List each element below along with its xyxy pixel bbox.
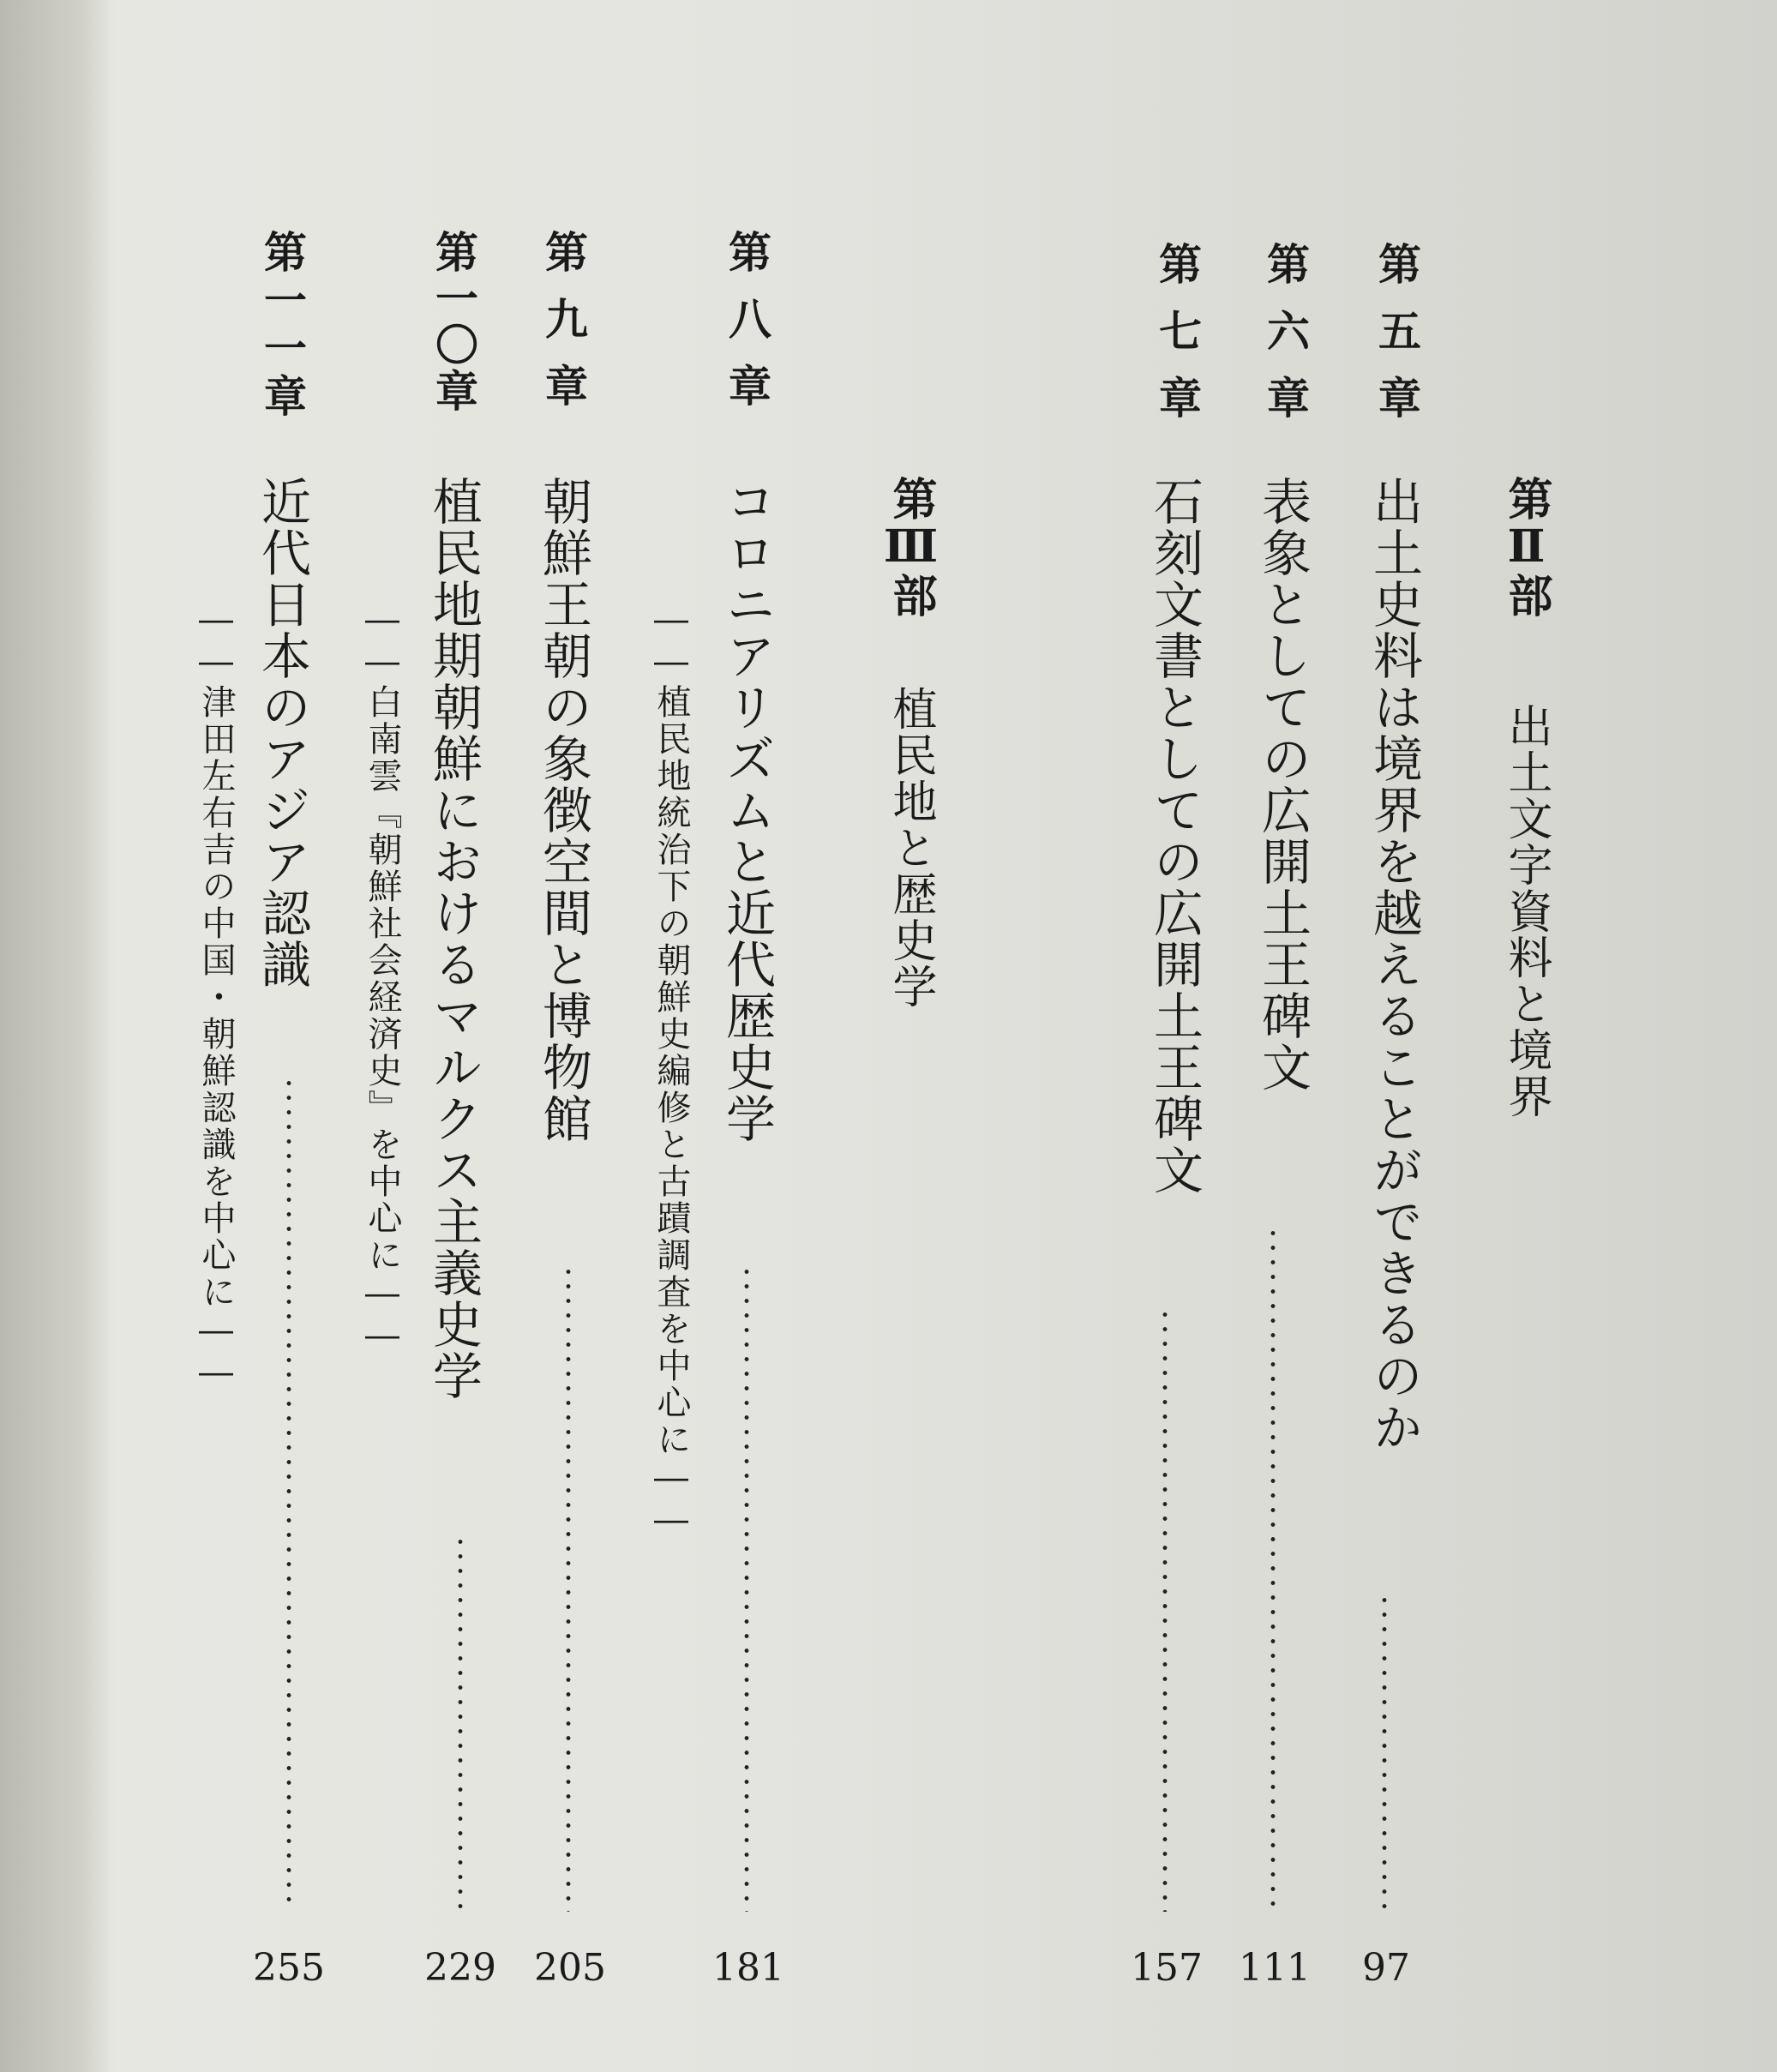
chapter-8-leader [744, 1264, 749, 1912]
chapter-10-leader [458, 1534, 463, 1912]
part-3-title: 植民地と歴史学 [885, 686, 936, 1010]
chapter-9-number: 第九章 [538, 230, 589, 430]
chapter-9-page: 205 [534, 1946, 606, 1990]
part-2-label: 第Ⅱ部 [1500, 476, 1552, 617]
chapter-6-number: 第六章 [1260, 242, 1311, 442]
chapter-11-page: 255 [253, 1946, 325, 1990]
chapter-11-subtitle: ――津田左右吉の中国・朝鮮認識を中心に―― [196, 600, 236, 1395]
chapter-6-title: 表象としての広開土王碑文 [1253, 476, 1312, 1093]
chapter-7-page: 157 [1131, 1946, 1203, 1990]
chapter-11-title: 近代日本のアジア認識 [253, 476, 311, 990]
part-2-title: 出土文字資料と境界 [1500, 703, 1552, 1120]
chapter-6-leader [1270, 1226, 1276, 1912]
chapter-5-number: 第五章 [1372, 242, 1422, 442]
chapter-6-page: 111 [1239, 1946, 1311, 1990]
chapter-8-number: 第八章 [722, 230, 772, 430]
chapter-8-title: コロニアリズムと近代歴史学 [717, 476, 776, 1144]
chapter-7-leader [1162, 1307, 1168, 1912]
chapter-5-title: 出土史料は境界を越えることができるのか [1365, 476, 1423, 1453]
chapter-5-page: 97 [1362, 1946, 1410, 1990]
chapter-7-number: 第七章 [1152, 242, 1203, 442]
chapter-11-leader [286, 1076, 291, 1912]
chapter-10-subtitle: ――白南雲『朝鮮社会経済史』を中心に―― [363, 600, 402, 1358]
chapter-10-title: 植民地期朝鮮におけるマルクス主義史学 [424, 476, 483, 1402]
chapter-8-page: 181 [712, 1946, 784, 1990]
chapter-8-subtitle: ――植民地統治下の朝鮮史編修と古蹟調査を中心に―― [651, 600, 691, 1542]
chapter-7-title: 石刻文書としての広開土王碑文 [1145, 476, 1204, 1196]
chapter-10-page: 229 [424, 1946, 496, 1990]
chapter-11-number: 第一一章 [257, 230, 308, 422]
chapter-9-leader [566, 1264, 571, 1912]
part-3-label: 第Ⅲ部 [885, 476, 937, 617]
book-gutter-shadow [0, 0, 111, 2072]
chapter-5-leader [1382, 1593, 1387, 1912]
chapter-10-number: 第一〇章 [429, 230, 479, 415]
chapter-9-title: 朝鮮王朝の象徴空間と博物館 [534, 476, 592, 1144]
